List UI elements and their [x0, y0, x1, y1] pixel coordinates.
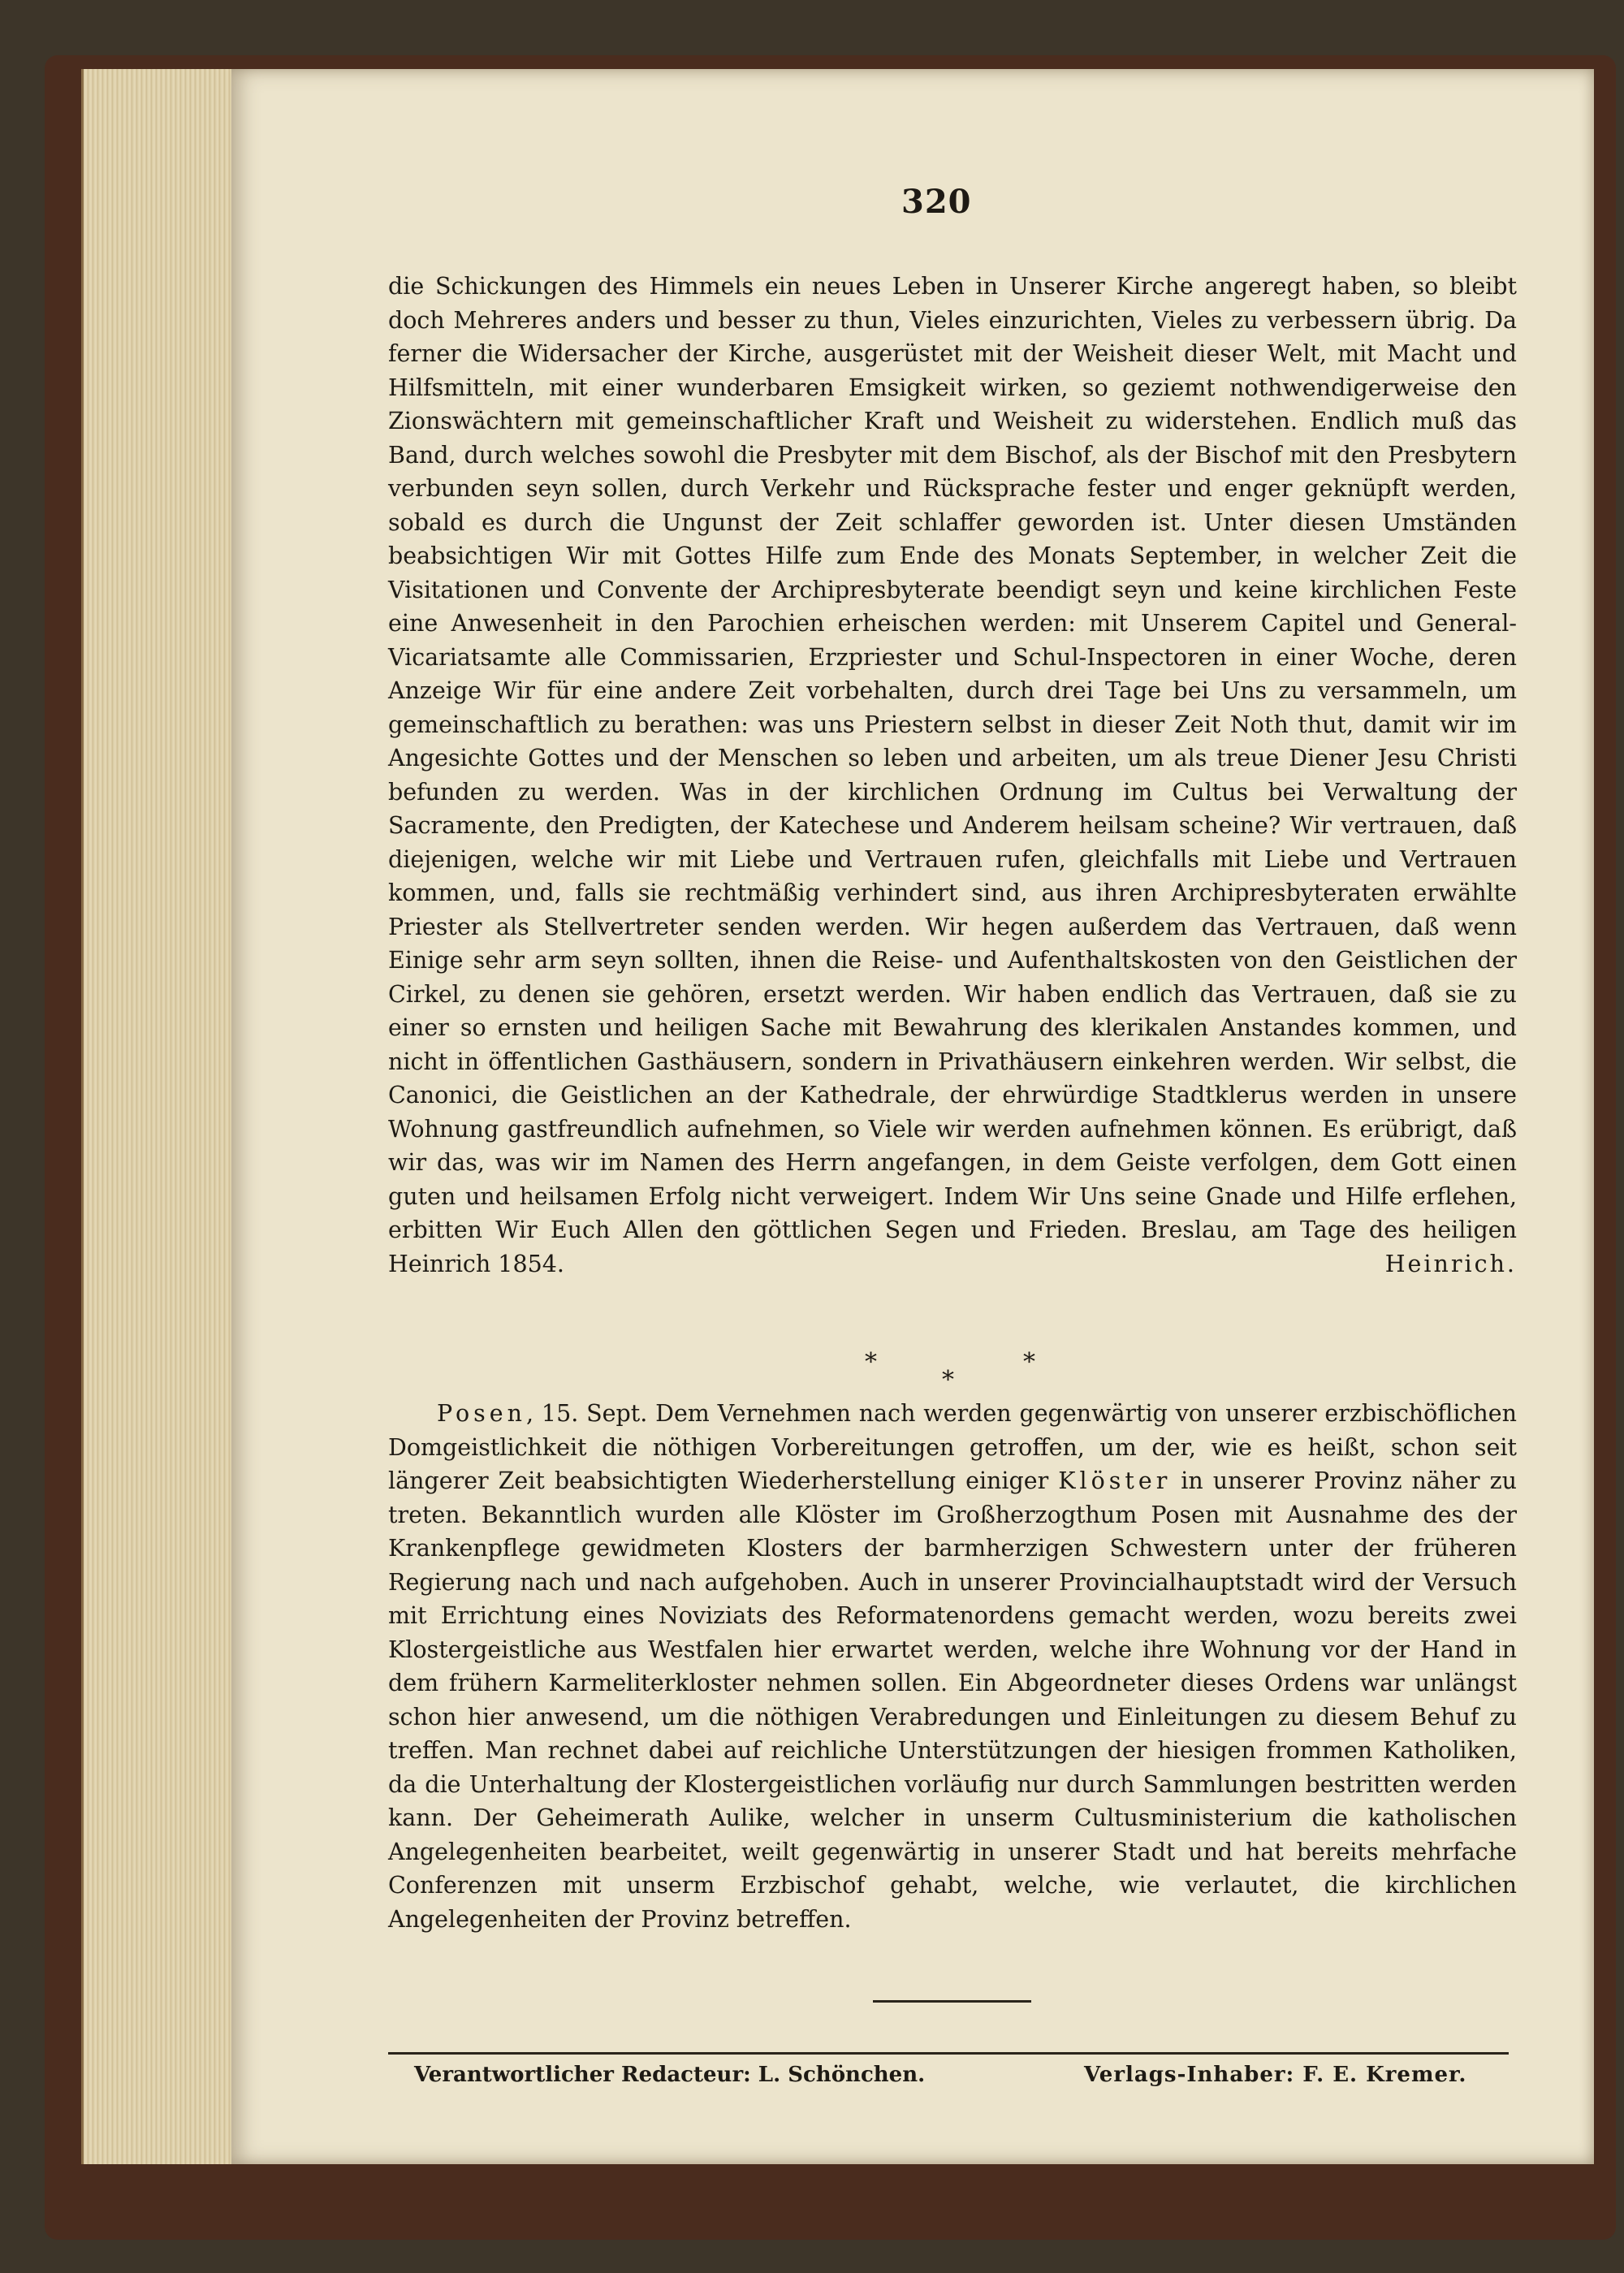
news-emphasis: Klöster: [1058, 1467, 1172, 1494]
news-text: , 15. Sept. Dem Vernehmen nach werden gegenwärtig von unserer erzbischöflichen Domgeistlichkeit die nöthigen Vorbereitungen getroffen, um der, wie es heißt, schon seit längerer Zeit beabsichtigten Wiederherstellung einiger: [388, 1400, 1517, 1494]
news-article: [388, 1397, 1517, 1936]
end-rule: [873, 2000, 1031, 2003]
footer-rule: [388, 2052, 1509, 2055]
news-paragraph: [388, 1397, 1517, 1936]
editor-credit: Verantwortlicher Redacteur: L. Schönchen.: [414, 2063, 926, 2087]
separator-star: *: [865, 1348, 877, 1376]
pastoral-letter: [388, 270, 1517, 1281]
letter-body: die Schickungen des Himmels ein neues Leben in Unserer Kirche angeregt haben, so bleibt doch Mehreres anders und besser zu thun, Vieles einzurichten, Vieles zu verbessern übrig. Da ferner die Widersacher der Kirche, ausgerüstet mit der Weisheit dieser Welt, mit Macht und Hilfsmitteln, mit einer wunderbaren Emsigkeit wirken, so geziemt nothwendigerweise den Zionswächtern mit gemeinschaftlicher Kraft und Weisheit zu widerstehen. Endlich muß das Band, durch welches sowohl die Presbyter mit dem Bischof, als der Bischof mit den Presbytern verbunden seyn sollen, durch Verkehr und Rücksprache fester und enger geknüpft werden, sobald es durch die Ungunst der Zeit schlaffer geworden ist. Unter diesen Umständen beabsichtigen Wir mit Gottes Hilfe zum Ende des Monats September, in welcher Zeit die Visitationen und Convente der Archipresbyterate beendigt seyn und keine kirchlichen Feste eine Anwesenheit in den Parochien erheischen werden: mit Unserem Capitel und General-Vicariatsamte alle Commissarien, Erzpriester und Schul-Inspectoren in einer Woche, deren Anzeige Wir für eine andere Zeit vorbehalten, durch drei Tage bei Uns zu versammeln, um gemeinschaftlich zu berathen: was uns Priestern selbst in dieser Zeit Noth thut, damit wir im Angesichte Gottes und der Menschen so leben und arbeiten, um als treue Diener Jesu Christi befunden zu werden. Was in der kirchlichen Ordnung im Cultus bei Verwaltung der Sacramente, den Predigten, der Katechese und Anderem heilsam scheine? Wir vertrauen, daß diejenigen, welche wir mit Liebe und Vertrauen rufen, gleichfalls mit Liebe und Vertrauen kommen, und, falls sie rechtmäßig verhindert sind, aus ihren Archipresbyteraten erwählte Priester als Stellvertreter senden werden. Wir hegen außerdem das Vertrauen, daß wenn Einige sehr arm seyn sollten, ihnen die Reise- und Aufenthaltskosten von den Geistlichen der Cirkel, zu denen sie gehören, ersetzt werden. Wir haben endlich das Vertrauen, daß sie zu einer so ernsten und heiligen Sache mit Bewahrung des klerikalen Anstandes kommen, und nicht in öffentlichen Gasthäusern, sondern in Privathäusern einkehren werden. Wir selbst, die Canonici, die Geistlichen an der Kathedrale, der ehrwürdige Stadtklerus werden in unsere Wohnung gastfreundlich aufnehmen, so Viele wir werden aufnehmen können. Es erübrigt, daß wir das, was wir im Namen des Herrn angefangen, in dem Geiste verfolgen, dem Gott einen guten und heilsamen Erfolg nicht verweigert. Indem Wir Uns seine Gnade und Hilfe erflehen, erbitten Wir Euch Allen den göttlichen Segen und Frieden. Breslau, am Tage des heiligen Heinrich 1854.: [388, 273, 1517, 1277]
page-edges: [81, 69, 238, 2164]
letter-signature: Heinrich.: [1384, 1250, 1517, 1277]
news-text-continued: in unserer Provinz näher zu treten. Bekanntlich wurden alle Klöster im Großherzogthum Posen mit Ausnahme des der Krankenpflege gewidmeten Klosters der barmherzigen Schwestern unter der früheren Regierung nach und nach aufgehoben. Auch in unserer Provincialhauptstadt wird der Versuch mit Errichtung eines Noviziats des Reformatenordens gemacht werden, wozu bereits zwei Klostergeistliche aus Westfalen hier erwartet werden, welche ihre Wohnung vor der Hand in dem frühern Karmeliterkloster nehmen sollen. Ein Abgeordneter dieses Ordens war unlängst schon hier anwesend, um die nöthigen Verabredungen und Einleitungen zu diesem Behuf zu treffen. Man rechnet dabei auf reichliche Unterstützungen der hiesigen frommen Katholiken, da die Unterhaltung der Klostergeistlichen vorläufig nur durch Sammlungen bestritten werden kann. Der Geheimerath Aulike, welcher in unserm Cultusministerium die katholischen Angelegenheiten bearbeitet, weilt gegenwärtig in unserer Stadt und hat bereits mehrfache Conferenzen mit unserm Erzbischof gehabt, welche, wie verlautet, die kirchlichen Angelegenheiten der Provinz betreffen.: [388, 1467, 1517, 1933]
news-place: Posen: [437, 1400, 527, 1427]
separator-star: *: [1023, 1348, 1035, 1376]
separator-star: *: [942, 1366, 954, 1394]
page-number: 320: [901, 183, 972, 221]
publisher-credit: Verlags-Inhaber: F. E. Kremer.: [1084, 2063, 1467, 2087]
